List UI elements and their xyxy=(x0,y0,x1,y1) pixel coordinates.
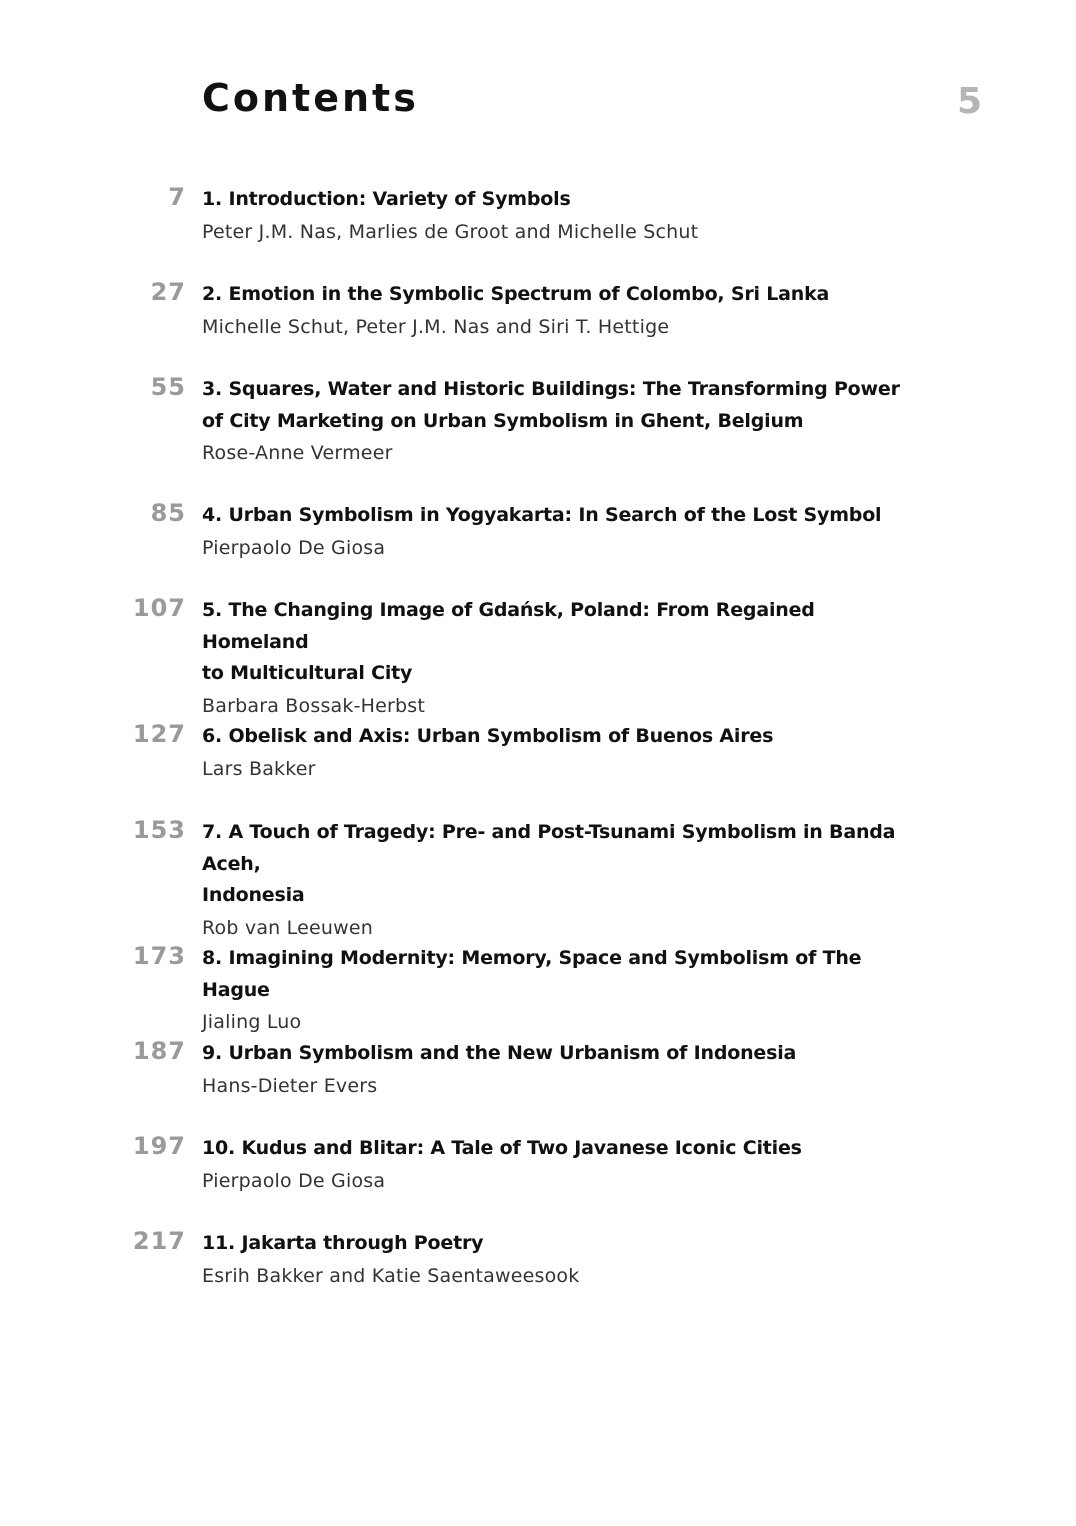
toc-entry-authors: Barbara Bossak-Herbst xyxy=(202,694,426,717)
toc-entry-title: 10. Kudus and Blitar: A Tale of Two Javanese Iconic Cities xyxy=(202,1137,802,1159)
toc-entry-authors: Pierpaolo De Giosa xyxy=(202,1169,386,1192)
page-title: Contents xyxy=(202,76,419,120)
toc-entry-title: 1. Introduction: Variety of Symbols xyxy=(202,188,571,210)
toc-entry-title: 2. Emotion in the Symbolic Spectrum of Colombo, Sri Lanka xyxy=(202,283,830,305)
toc-entry-authors: Rose-Anne Vermeer xyxy=(202,442,393,464)
toc-entry-page: 217 xyxy=(132,1227,186,1255)
toc-entry-authors: Esrih Bakker and Katie Saentaweesook xyxy=(202,1264,580,1287)
toc-entry-authors: Hans-Dieter Evers xyxy=(202,1074,378,1097)
toc-entry-page: 85 xyxy=(150,499,186,527)
toc-entry-title: 9. Urban Symbolism and the New Urbanism of Indonesia xyxy=(202,1042,797,1064)
toc-entry-authors: Lars Bakker xyxy=(202,757,316,780)
toc-entry-title: 6. Obelisk and Axis: Urban Symbolism of Buenos Aires xyxy=(202,725,774,747)
toc-entry-page: 197 xyxy=(132,1132,186,1160)
toc-entry-page: 127 xyxy=(132,720,186,748)
toc-entry-authors: Jialing Luo xyxy=(202,1011,302,1033)
toc-entry-page: 27 xyxy=(150,278,186,306)
page-number: 5 xyxy=(956,81,982,122)
toc-entry-title: 11. Jakarta through Poetry xyxy=(202,1232,484,1254)
toc-entry-page: 187 xyxy=(132,1037,186,1065)
toc-entry-title: 4. Urban Symbolism in Yogyakarta: In Search of the Lost Symbol xyxy=(202,504,882,526)
toc-entry-page: 107 xyxy=(132,594,186,622)
toc-entry-page: 173 xyxy=(132,942,186,970)
toc-entry-title: 8. Imagining Modernity: Memory, Space and Symbolism of The Hague xyxy=(202,947,862,1001)
toc-entry-page: 153 xyxy=(132,816,186,844)
toc-entry-title: 7. A Touch of Tragedy: Pre- and Post-Tsunami Symbolism in Banda Aceh, Indonesia xyxy=(202,821,896,906)
toc-entry-authors: Pierpaolo De Giosa xyxy=(202,536,386,559)
toc-entry-authors: Michelle Schut, Peter J.M. Nas and Siri T. Hettige xyxy=(202,315,670,338)
toc-entry-title: 5. The Changing Image of Gdańsk, Poland: From Regained Homeland to Multicultural City xyxy=(202,599,815,684)
toc-entry-title: 3. Squares, Water and Historic Buildings: The Transforming Power of City Marketing on Urban Symbolism in Ghent, Belgium xyxy=(202,378,900,432)
toc-entry-authors: Rob van Leeuwen xyxy=(202,916,373,939)
toc-entry-page: 55 xyxy=(150,373,186,401)
toc-entry-page: 7 xyxy=(168,183,186,211)
toc-entry-authors: Peter J.M. Nas, Marlies de Groot and Michelle Schut xyxy=(202,220,699,243)
